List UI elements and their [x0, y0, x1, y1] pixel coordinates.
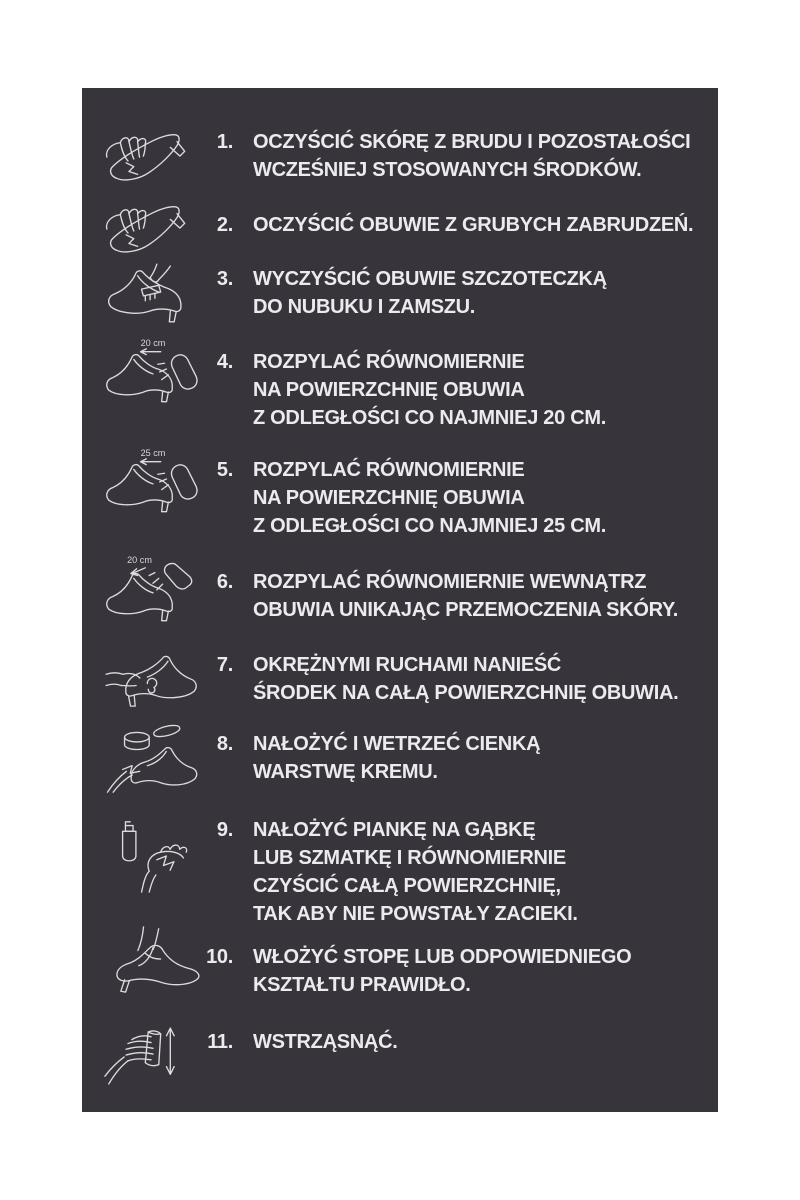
- step-text-line: Z ODLEGŁOŚCI CO NAJMNIEJ 25 CM.: [253, 515, 606, 537]
- step-text-line: DO NUBUKU I ZAMSZU.: [253, 296, 476, 318]
- step-text-line: WARSTWĘ KREMU.: [253, 761, 438, 783]
- step-text-line: OCZYŚCIĆ OBUWIE Z GRUBYCH ZABRUDZEŃ.: [253, 214, 694, 236]
- step-number: 7.: [216, 654, 233, 676]
- step-text-line: NA POWIERZCHNIĘ OBUWIA: [253, 487, 525, 509]
- step-text: [253, 651, 678, 707]
- step-text-line: ROZPYLAĆ RÓWNOMIERNIE: [253, 459, 525, 481]
- step-text-line: LUB SZMATKĘ I RÓWNOMIERNIE: [253, 847, 566, 869]
- step-text-line: WŁOŻYĆ STOPĘ LUB ODPOWIEDNIEGO: [253, 946, 632, 968]
- step-text: [253, 943, 631, 999]
- step-text-line: NAŁOŻYĆ I WETRZEĆ CIENKĄ: [253, 733, 541, 755]
- distance-label: 20 cm: [127, 555, 152, 565]
- step-number: 11.: [207, 1031, 233, 1053]
- step-text-line: OKRĘŻNYMI RUCHAMI NANIEŚĆ: [253, 654, 562, 676]
- step-text: [253, 348, 606, 432]
- step-number: 8.: [216, 733, 233, 755]
- distance-label: 25 cm: [140, 447, 166, 458]
- step-text-line: ROZPYLAĆ RÓWNOMIERNIE: [253, 351, 525, 373]
- step-number: 10.: [206, 946, 233, 968]
- step-number: 6.: [216, 571, 233, 593]
- step-text-line: ŚRODEK NA CAŁĄ POWIERZCHNIĘ OBUWIA.: [253, 682, 679, 704]
- step-text: [253, 128, 690, 184]
- step-text-line: WSTRZĄSNĄĆ.: [253, 1031, 398, 1053]
- step-text-line: OBUWIA UNIKAJĄC PRZEMOCZENIA SKÓRY.: [253, 599, 679, 621]
- step-text: [253, 816, 578, 928]
- step-text: [253, 211, 693, 239]
- step-text-line: ROZPYLAĆ RÓWNOMIERNIE WEWNĄTRZ: [253, 571, 647, 593]
- step-text-line: NA POWIERZCHNIĘ OBUWIA: [253, 379, 525, 401]
- step-text-line: WYCZYŚCIĆ OBUWIE SZCZOTECZKĄ: [253, 268, 607, 290]
- instruction-panel: [82, 88, 718, 1112]
- step-text: [253, 730, 540, 786]
- step-text: [253, 568, 678, 624]
- step-text-line: KSZTAŁTU PRAWIDŁO.: [253, 974, 471, 996]
- step-number: 5.: [216, 459, 233, 481]
- step-number: 2.: [216, 214, 233, 236]
- step-text: [253, 456, 606, 540]
- step-text-line: NAŁOŻYĆ PIANKĘ NA GĄBKĘ: [253, 819, 536, 841]
- step-number: 1.: [216, 131, 233, 153]
- distance-label: 20 cm: [140, 337, 166, 348]
- step-number: 3.: [216, 268, 233, 290]
- step-text-line: CZYŚCIĆ CAŁĄ POWIERZCHNIĘ,: [253, 875, 561, 897]
- step-text-line: OCZYŚCIĆ SKÓRĘ Z BRUDU I POZOSTAŁOŚCI: [253, 131, 691, 153]
- step-text: [253, 1028, 397, 1056]
- step-number: 4.: [216, 351, 233, 373]
- step-text-line: TAK ABY NIE POWSTAŁY ZACIEKI.: [253, 903, 578, 925]
- step-text: [253, 265, 607, 321]
- step-number: 9.: [216, 819, 233, 841]
- step-text-line: Z ODLEGŁOŚCI CO NAJMNIEJ 20 CM.: [253, 407, 606, 429]
- step-text-line: WCZEŚNIEJ STOSOWANYCH ŚRODKÓW.: [253, 159, 642, 181]
